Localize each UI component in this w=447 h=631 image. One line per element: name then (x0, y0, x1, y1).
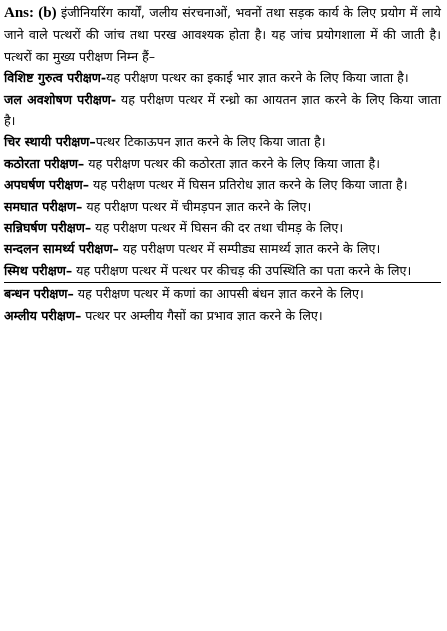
test-item (4, 260, 441, 281)
test-term: विशिष्ट गुरुत्व परीक्षण- (4, 70, 107, 86)
test-desc: पत्थर पर अम्लीय गैसों का प्रभाव ज्ञात करने के लिए। (81, 307, 323, 323)
test-desc: यह परीक्षण पत्थर में पत्थर पर कीचड़ की उपस्थिति का पता करने के लिए। (72, 262, 412, 278)
test-item (4, 305, 441, 326)
test-desc: यह परीक्षण पत्थर में घिसन की दर तथा चीमड़ के लिए। (91, 220, 344, 236)
test-item (4, 283, 441, 304)
test-term: सन्निघर्षण परीक्षण– (4, 220, 92, 236)
test-item (4, 196, 441, 217)
test-item (4, 153, 441, 174)
test-item (4, 238, 441, 259)
test-item (4, 174, 441, 195)
test-desc: यह परीक्षण पत्थर में कणां का आपसी बंधन ज्ञात करने के लिए। (73, 286, 364, 302)
answer-label: Ans: (b) (4, 5, 57, 21)
intro-text: इंजीनियरिंग कार्यों, जलीय संरचनाओं, भवनों तथा सड़क कार्य के लिए प्रयोग में लाये जाने वाले पत्थरों की जांच तथा परख आवश्यक होता है। यह जांच प्रयोगशाला में की जाती है। पत्थरों का मुख्य परीक्षण निम्न हैं– (4, 5, 441, 64)
intro-paragraph (4, 2, 441, 67)
test-desc: यह परीक्षण पत्थर में सम्पीड्य सामर्थ्य ज्ञात करने के लिए। (118, 241, 381, 257)
test-desc: यह परीक्षण पत्थर का इकाई भार ज्ञात करने के लिए किया जाता है। (106, 70, 409, 86)
test-term: चिर स्थायी परीक्षण– (4, 134, 96, 150)
test-term: सन्दलन सामर्थ्य परीक्षण– (4, 241, 119, 257)
test-item (4, 131, 441, 152)
test-item (4, 89, 441, 132)
test-desc: यह परीक्षण पत्थर में चीमड़पन ज्ञात करने के लिए। (82, 198, 312, 214)
test-term: कठोरता परीक्षण– (4, 155, 85, 171)
test-desc: यह परीक्षण पत्थर में घिसन प्रतिरोध ज्ञात करने के लिए किया जाता है। (89, 177, 408, 193)
test-item (4, 67, 441, 88)
test-term: बन्धन परीक्षण– (4, 286, 74, 302)
test-term: समघात परीक्षण– (4, 198, 83, 214)
test-item (4, 217, 441, 238)
test-desc: यह परीक्षण पत्थर में रन्ध्रो का आयतन ज्ञात करने के लिए किया जाता है। (4, 91, 441, 129)
test-term: अपघर्षण परीक्षण– (4, 177, 89, 193)
test-term: स्मिथ परीक्षण– (4, 262, 73, 278)
test-term: अम्लीय परीक्षण– (4, 307, 82, 323)
test-term: जल अवशोषण परीक्षण- (4, 91, 117, 107)
test-desc: यह परीक्षण पत्थर की कठोरता ज्ञात करने के लिए किया जाता है। (84, 155, 381, 171)
test-desc: पत्थर टिकाऊपन ज्ञात करने के लिए किया जाता है। (95, 134, 326, 150)
